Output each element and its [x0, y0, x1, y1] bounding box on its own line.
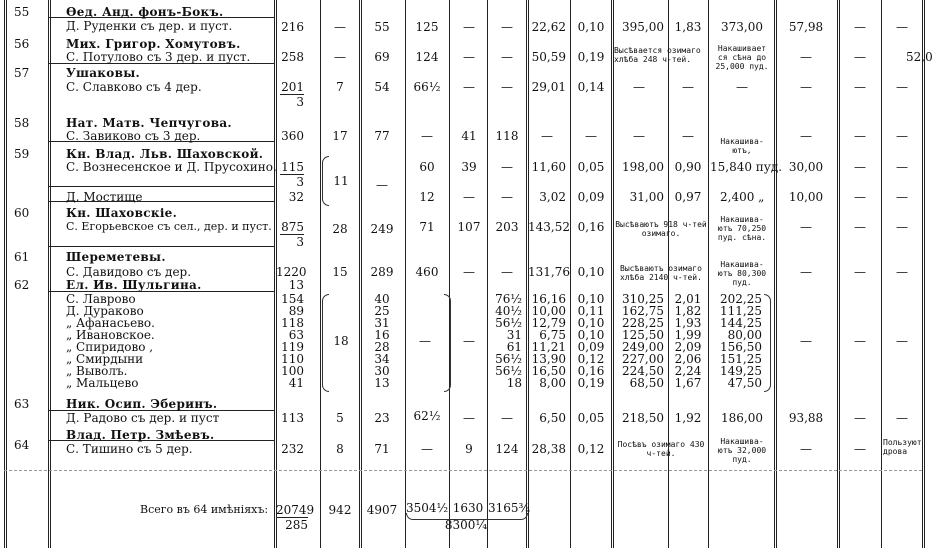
- sub-estate-name: „ Ивановское.: [66, 328, 155, 342]
- estate-name: С. Тишино съ 5 дер.: [66, 442, 193, 456]
- cell: 71: [374, 442, 390, 456]
- cell: 113: [281, 411, 304, 425]
- cell: —: [854, 50, 866, 64]
- sub-estate-cell: 28: [374, 340, 390, 354]
- sub-estate-cell: 47,50: [727, 376, 762, 390]
- sub-estate-cell: 31: [374, 316, 390, 330]
- total-cell: 4907: [366, 503, 398, 517]
- cell: —: [896, 220, 908, 234]
- cell: —: [896, 265, 908, 279]
- cell: 7: [336, 80, 344, 94]
- cell: 23: [374, 411, 390, 425]
- cell: —: [896, 80, 908, 94]
- cell: —: [463, 411, 475, 425]
- estate-name: Д. Мостище: [66, 190, 143, 204]
- sub-estate-cell: 2,01: [674, 292, 702, 306]
- cell: —: [501, 20, 513, 34]
- cell: —: [800, 334, 812, 348]
- cell: Высѣвается озимаго хлѣба 248 ч-тей.: [614, 46, 701, 64]
- cell: 62½: [413, 409, 441, 423]
- rule: [570, 0, 571, 548]
- cell: —: [501, 160, 513, 174]
- cell: —: [501, 50, 513, 64]
- cell: 118: [495, 129, 519, 143]
- cell: 1,92: [674, 411, 702, 425]
- rule: [320, 0, 321, 548]
- sub-estate-cell: 76½: [495, 292, 522, 306]
- cell: 3: [296, 235, 304, 249]
- sub-estate-cell: 202,25: [720, 292, 762, 306]
- rule: [449, 0, 450, 548]
- sub-estate-cell: 118: [281, 316, 304, 330]
- cell: —: [800, 265, 812, 279]
- sub-estate-cell: 63: [288, 328, 304, 342]
- cell: 15: [332, 265, 348, 279]
- sub-estate-cell: 0,16: [577, 364, 605, 378]
- sub-estate-cell: 68,50: [629, 376, 664, 390]
- row-number: 60: [14, 206, 30, 220]
- cell: 15,840 пуд.: [710, 160, 783, 174]
- sub-estate-cell: 56½: [495, 352, 522, 366]
- estate-name: С. Давидово съ дер.: [66, 265, 192, 279]
- cell: —: [682, 129, 694, 143]
- cell: 41: [461, 129, 477, 143]
- cell: 6,50: [539, 411, 566, 425]
- cell: 373,00: [721, 20, 763, 34]
- cell: 143,52: [528, 220, 570, 234]
- cell: 11,60: [531, 160, 566, 174]
- brace: [764, 294, 771, 392]
- sub-estate-name: С. Лаврово: [66, 292, 136, 306]
- rule: [48, 0, 51, 548]
- owner-name: Ник. Осип. Эберинъ.: [66, 397, 218, 411]
- rule: [4, 0, 7, 548]
- cell: 5: [336, 411, 344, 425]
- cell: 13: [288, 278, 304, 292]
- sub-estate-cell: 0,11: [577, 304, 605, 318]
- cell: 0,90: [674, 160, 702, 174]
- cell: —: [501, 265, 513, 279]
- cell: 28: [332, 222, 348, 236]
- cell: —: [800, 442, 812, 456]
- cell: Посѣвъ озимаго 430 ч-тей.: [617, 440, 705, 458]
- rule: [708, 0, 709, 548]
- sub-estate-cell: 56½: [495, 316, 522, 330]
- sub-estate-cell: 144,25: [720, 316, 762, 330]
- cell: 11: [333, 174, 349, 188]
- row-number: 64: [14, 438, 30, 452]
- cell: 10,00: [788, 190, 824, 204]
- cell: —: [854, 160, 866, 174]
- cell: 1,83: [674, 20, 702, 34]
- cell: 124: [495, 442, 519, 456]
- cell: 17: [332, 129, 348, 143]
- sub-estate-cell: 80,00: [727, 328, 762, 342]
- cell: 0,10: [577, 265, 605, 279]
- cell: 198,00: [622, 160, 664, 174]
- cell: —: [633, 80, 645, 94]
- cell: 18: [333, 334, 349, 348]
- cell: —: [800, 129, 812, 143]
- cell: 52,0: [906, 50, 933, 64]
- cell: 3: [296, 175, 304, 189]
- cell: 125: [415, 20, 439, 34]
- cell: 203: [495, 220, 519, 234]
- sub-estate-cell: 34: [374, 352, 390, 366]
- cell: 124: [415, 50, 439, 64]
- cell: 218,50: [622, 411, 664, 425]
- cell: 201: [281, 80, 304, 94]
- owner-name: Нат. Матв. Чепчугова.: [66, 116, 232, 130]
- sub-estate-cell: 2,09: [674, 340, 702, 354]
- cell: —: [541, 129, 553, 143]
- cell: 77: [374, 129, 390, 143]
- sub-estate-name: „ Спиридово ,: [66, 340, 154, 354]
- owner-name: Ѳед. Анд. фонъ-Бокъ.: [66, 5, 224, 19]
- cell: 216: [281, 20, 304, 34]
- sub-estate-cell: 89: [288, 304, 304, 318]
- sub-estate-cell: 111,25: [720, 304, 762, 318]
- cell: 3: [296, 95, 304, 109]
- sub-estate-cell: 0,10: [577, 316, 605, 330]
- cell: 131,76: [528, 265, 570, 279]
- row-number: 63: [14, 397, 30, 411]
- cell: —: [376, 178, 388, 192]
- total-cell: 3165¾: [488, 501, 531, 515]
- sub-estate-name: „ Мальцево: [66, 376, 139, 390]
- cell: 0,10: [577, 20, 605, 34]
- cell: —: [501, 80, 513, 94]
- cell: —: [854, 411, 866, 425]
- cell: 875: [281, 220, 304, 234]
- sub-estate-cell: 13,90: [531, 352, 566, 366]
- cell: —: [896, 160, 908, 174]
- cell: 115: [281, 160, 304, 174]
- owner-name: Ел. Ив. Шульгина.: [66, 278, 202, 292]
- cell: 249: [370, 222, 394, 236]
- brace: [444, 294, 451, 392]
- sub-estate-cell: 162,75: [622, 304, 664, 318]
- owner-underline: [48, 186, 274, 187]
- sub-estate-cell: 110: [281, 352, 304, 366]
- cell: —: [334, 20, 346, 34]
- owner-name: Влад. Петр. Змѣевъ.: [66, 428, 215, 442]
- total-cell: 942: [328, 503, 352, 517]
- cell: —: [854, 20, 866, 34]
- cell: 22,62: [531, 20, 566, 34]
- sub-estate-cell: 1,67: [674, 376, 702, 390]
- cell: Пользуют дрова: [883, 438, 922, 456]
- cell: 107: [457, 220, 481, 234]
- rule: [881, 0, 882, 548]
- owner-name: Кн. Шаховскіе.: [66, 206, 178, 220]
- sub-estate-cell: 156,50: [720, 340, 762, 354]
- sub-estate-cell: 149,25: [720, 364, 762, 378]
- sub-estate-cell: 16: [374, 328, 390, 342]
- owner-name: Кн. Влад. Льв. Шаховской.: [66, 147, 264, 161]
- total-cell: 285: [285, 518, 308, 532]
- owner-name: Мих. Григор. Хомутовъ.: [66, 37, 241, 51]
- cell: Накашива- ютъ 32,000 пуд.: [717, 437, 767, 464]
- cell: Накашива- ютъ,: [720, 137, 764, 155]
- total-separator: [4, 470, 922, 471]
- sub-estate-name: Д. Дураково: [66, 304, 144, 318]
- sub-estate-name: „ Смирдыни: [66, 352, 144, 366]
- rule: [487, 0, 488, 548]
- sub-estate-cell: 11,21: [531, 340, 566, 354]
- total-cell: 3504½: [406, 501, 449, 515]
- cell: —: [501, 411, 513, 425]
- sub-estate-cell: 41: [288, 376, 304, 390]
- row-number: 58: [14, 116, 30, 130]
- cell: —: [419, 334, 431, 348]
- sub-estate-cell: 10,00: [531, 304, 566, 318]
- cell: 69: [374, 50, 390, 64]
- cell: 0,05: [577, 160, 605, 174]
- cell: 0,09: [577, 190, 605, 204]
- cell: —: [501, 190, 513, 204]
- estate-name: С. Вознесенское и Д. Прусохино.: [66, 160, 277, 174]
- cell: 395,00: [622, 20, 664, 34]
- cell: —: [463, 265, 475, 279]
- cell: —: [736, 80, 748, 94]
- sub-estate-cell: 310,25: [622, 292, 664, 306]
- total-cell: 8300¼: [444, 518, 488, 532]
- cell: 258: [281, 50, 304, 64]
- sub-estate-cell: 13: [374, 376, 390, 390]
- cell: —: [800, 50, 812, 64]
- row-number: 55: [14, 5, 30, 19]
- sub-estate-cell: 125,50: [622, 328, 664, 342]
- sub-estate-cell: 16,16: [531, 292, 566, 306]
- total-label: Всего въ 64 имѣніяхъ:: [140, 503, 269, 516]
- cell: Накашива- ютъ 80,300 пуд.: [717, 260, 767, 287]
- sub-estate-name: „ Афанасьево.: [66, 316, 155, 330]
- cell: —: [896, 190, 908, 204]
- cell: —: [854, 220, 866, 234]
- sub-estate-cell: 18: [506, 376, 522, 390]
- rule: [774, 0, 777, 548]
- estate-name: С. Славково съ 4 дер.: [66, 80, 202, 94]
- sub-estate-cell: 0,19: [577, 376, 605, 390]
- cell: 0,14: [577, 80, 605, 94]
- sub-estate-cell: 56½: [495, 364, 522, 378]
- cell: 232: [281, 442, 304, 456]
- sub-estate-name: „ Выволъ.: [66, 364, 128, 378]
- sub-estate-cell: 16,50: [531, 364, 566, 378]
- cell: 30,00: [788, 160, 824, 174]
- estate-name: Д. Руденки съ дер. и пуст.: [66, 19, 233, 33]
- cell: —: [896, 334, 908, 348]
- cell: 0,05: [577, 411, 605, 425]
- row-number: 56: [14, 37, 30, 51]
- estate-name: С. Егорьевское съ сел., дер. и пуст.: [66, 220, 272, 233]
- rule: [405, 0, 406, 548]
- cell: Накашива- ютъ 70,250 пуд. сѣна.: [717, 215, 767, 242]
- cell: Высѣваютъ озимаго хлѣба 2140 ч-тей.: [620, 264, 702, 282]
- cell: 54: [374, 80, 390, 94]
- sub-estate-cell: 0,10: [577, 328, 605, 342]
- sub-estate-cell: 2,06: [674, 352, 702, 366]
- cell: —: [854, 442, 866, 456]
- sub-estate-cell: 31: [506, 328, 522, 342]
- rule: [922, 0, 925, 548]
- cell: 460: [415, 265, 439, 279]
- row-number: 57: [14, 66, 30, 80]
- cell: —: [854, 80, 866, 94]
- sub-estate-cell: 1,93: [674, 316, 702, 330]
- row-number: 59: [14, 147, 30, 161]
- total-cell: 1630: [452, 501, 484, 515]
- cell: —: [800, 80, 812, 94]
- cell: 3,02: [539, 190, 566, 204]
- cell: 0,19: [577, 50, 605, 64]
- owner-underline: [48, 246, 274, 247]
- sub-estate-cell: 8,00: [539, 376, 566, 390]
- row-number: 61: [14, 250, 30, 264]
- rule: [837, 0, 840, 548]
- sub-estate-cell: 25: [374, 304, 390, 318]
- cell: —: [896, 411, 908, 425]
- sub-estate-cell: 2,24: [674, 364, 702, 378]
- cell: —: [896, 20, 908, 34]
- sub-estate-cell: 1,82: [674, 304, 702, 318]
- sub-estate-cell: 224,50: [622, 364, 664, 378]
- cell: —: [800, 220, 812, 234]
- cell: 8: [336, 442, 344, 456]
- cell: 39: [461, 160, 477, 174]
- cell: —: [463, 334, 475, 348]
- cell: —: [854, 265, 866, 279]
- cell: 1220: [276, 265, 307, 279]
- sub-estate-cell: 0,09: [577, 340, 605, 354]
- cell: —: [854, 334, 866, 348]
- cell: 360: [281, 129, 304, 143]
- total-cell: 20749: [276, 503, 315, 517]
- cell: 32: [288, 190, 304, 204]
- cell: Накашивает ся сѣна до 25,000 пуд.: [715, 44, 769, 71]
- owner-name: Ушаковы.: [66, 66, 141, 80]
- sub-estate-cell: 249,00: [622, 340, 664, 354]
- sub-estate-cell: 40: [374, 292, 390, 306]
- cell: 66½: [413, 80, 441, 94]
- cell: 0,12: [577, 442, 605, 456]
- cell: —: [421, 129, 433, 143]
- cell: —: [334, 50, 346, 64]
- cell: 9: [465, 442, 473, 456]
- cell: 28,38: [531, 442, 566, 456]
- estate-name: С. Завиково съ 3 дер.: [66, 129, 201, 143]
- cell: 289: [370, 265, 394, 279]
- cell: —: [463, 50, 475, 64]
- sub-estate-cell: 30: [374, 364, 390, 378]
- estate-name: Д. Радово съ дер. и пуст: [66, 411, 220, 425]
- sub-estate-cell: 40½: [495, 304, 522, 318]
- cell: 57,98: [788, 20, 824, 34]
- sub-estate-cell: 151,25: [720, 352, 762, 366]
- sub-estate-cell: 6,75: [539, 328, 566, 342]
- cell: —: [854, 129, 866, 143]
- cell: —: [896, 129, 908, 143]
- cell: 93,88: [788, 411, 824, 425]
- sub-estate-cell: 227,00: [622, 352, 664, 366]
- cell: 71: [419, 220, 435, 234]
- cell: 29,01: [531, 80, 566, 94]
- cell: 60: [419, 160, 435, 174]
- sub-estate-cell: 154: [281, 292, 304, 306]
- cell: —: [633, 129, 645, 143]
- cell: —: [463, 80, 475, 94]
- sub-estate-cell: 1,99: [674, 328, 702, 342]
- cell: —: [682, 80, 694, 94]
- sub-estate-cell: 100: [281, 364, 304, 378]
- sub-estate-cell: 61: [506, 340, 522, 354]
- cell: 50,59: [531, 50, 566, 64]
- cell: 31,00: [629, 190, 664, 204]
- cell: 12: [419, 190, 435, 204]
- cell: 0,16: [577, 220, 605, 234]
- cell: —: [463, 190, 475, 204]
- estate-name: С. Потулово съ 3 дер. и пуст.: [66, 50, 251, 64]
- owner-name: Шереметевы.: [66, 250, 166, 264]
- cell: Высѣваютъ 918 ч-тей озимаго.: [615, 220, 707, 238]
- cell: 0,97: [674, 190, 702, 204]
- cell: 186,00: [721, 411, 763, 425]
- cell: 2,400 „: [720, 190, 765, 204]
- sub-estate-cell: 228,25: [622, 316, 664, 330]
- cell: —: [585, 129, 597, 143]
- row-number: 62: [14, 278, 30, 292]
- sub-estate-cell: 0,10: [577, 292, 605, 306]
- sub-estate-cell: 119: [281, 340, 304, 354]
- cell: —: [421, 442, 433, 456]
- sub-estate-cell: 12,79: [531, 316, 566, 330]
- sub-estate-cell: 0,12: [577, 352, 605, 366]
- cell: 55: [374, 20, 390, 34]
- cell: —: [854, 190, 866, 204]
- cell: —: [463, 20, 475, 34]
